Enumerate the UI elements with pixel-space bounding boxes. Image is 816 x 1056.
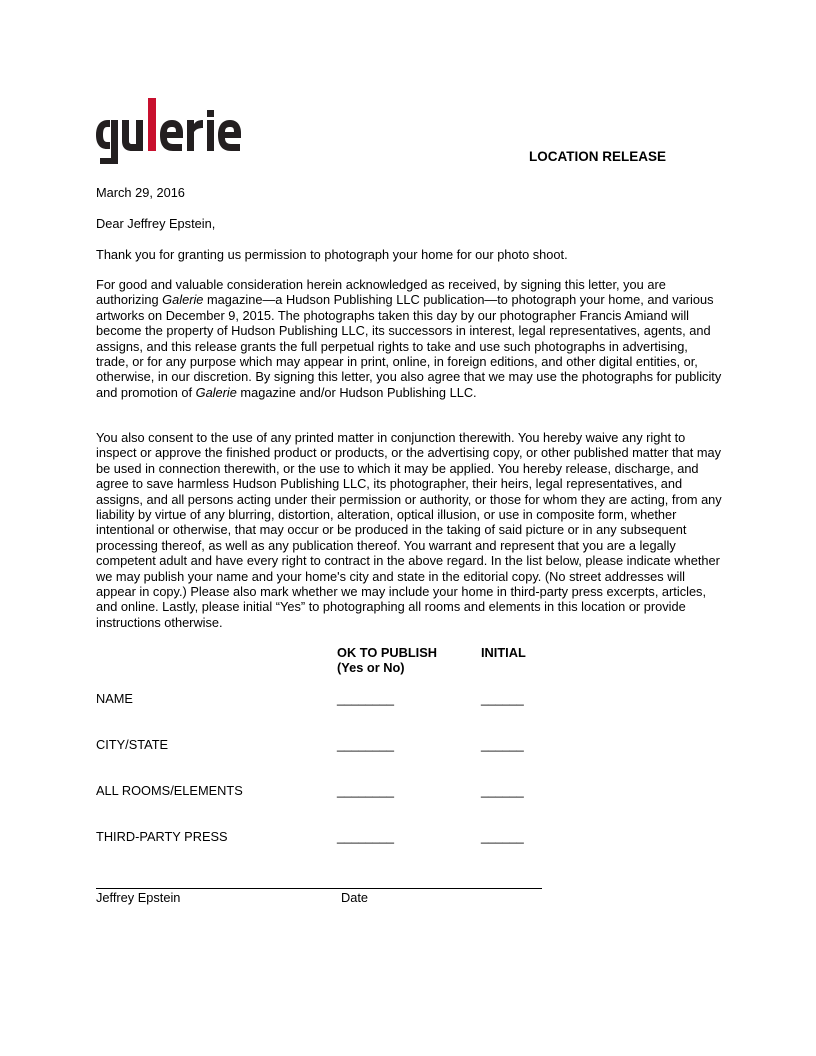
publish-field-third-party-press[interactable]: ________ (337, 829, 394, 844)
salutation: Dear Jeffrey Epstein, (96, 216, 216, 231)
intro-paragraph: Thank you for granting us permission to photograph your home for our photo shoot. (96, 247, 568, 262)
row-label-all-rooms: ALL ROOMS/ELEMENTS (96, 783, 243, 798)
galerie-logo (96, 98, 280, 166)
consent-paragraph: You also consent to the use of any printed matter in conjunction therewith. You hereby waive any right to inspect or approve the finished product or products, or the advertising copy, or other published matter that may be used in connection therewith, or the use to which it may be applied. You hereby release, discharge, and agree to save harmless Hudson Publishing LLC, its photographer, their heirs, legal representatives, and assigns, and all persons acting under their permission or authority, or those for whom they are acting, from any liability by virtue of any blurring, distortion, alteration, optical illusion, or use in composite form, whether intentional or otherwise, that may occur or be produced in the taking of said picture or in any subsequent processing thereof, as well as any publication thereof. You warrant and represent that you are a legally competent adult and have every right to contract in the above regard. In the list below, please indicate whether we may publish your name and your home's city and state in the editorial copy. (No street addresses will appear in copy.) Please also mark whether we may include your home in third-party press excerpts, articles, and online. Lastly, please initial “Yes” to photographing all rooms and elements in this location or provide instructions otherwise. (96, 430, 722, 630)
publish-field-city-state[interactable]: ________ (337, 737, 394, 752)
magazine-name: Galerie (195, 384, 237, 400)
row-label-city-state: CITY/STATE (96, 737, 169, 752)
signature-date-label: Date (341, 890, 369, 905)
initial-header: INITIAL (481, 645, 526, 660)
signature-line[interactable] (96, 888, 542, 889)
row-label-third-party-press: THIRD-PARTY PRESS (96, 829, 228, 844)
initial-field-all-rooms[interactable]: ______ (481, 783, 524, 798)
signature-name: Jeffrey Epstein (96, 890, 181, 905)
letter-date: March 29, 2016 (96, 185, 185, 200)
ok-to-publish-header: OK TO PUBLISH (Yes or No) (337, 645, 438, 676)
initial-field-name[interactable]: ______ (481, 691, 524, 706)
publish-field-name[interactable]: ________ (337, 691, 394, 706)
publish-field-all-rooms[interactable]: ________ (337, 783, 394, 798)
initial-field-third-party-press[interactable]: ______ (481, 829, 524, 844)
initial-field-city-state[interactable]: ______ (481, 737, 524, 752)
magazine-name: Galerie (162, 292, 204, 308)
consideration-paragraph: For good and valuable consideration herein acknowledged as received, by signing this letter, you are authorizing Galerie magazine—a Hudson Publishing LLC publication—to photograph your home, and various artworks on December 9, 2015. The photographs taken this day by our photographer Francis Amiand will become the property of Hudson Publishing LLC, its successors in interest, legal representatives, agents, and assigns, and this release grants the full perpetual rights to take and use such photographs in advertising, trade, or for any purpose which may appear in print, online, in foreign editions, and other digital entities, or, otherwise, in our discretion. By signing this letter, you also agree that we may use the photographs for publicity and promotion of Galerie magazine and/or Hudson Publishing LLC. (96, 277, 722, 400)
document-title: LOCATION RELEASE (529, 149, 667, 164)
row-label-name: NAME (96, 691, 133, 706)
